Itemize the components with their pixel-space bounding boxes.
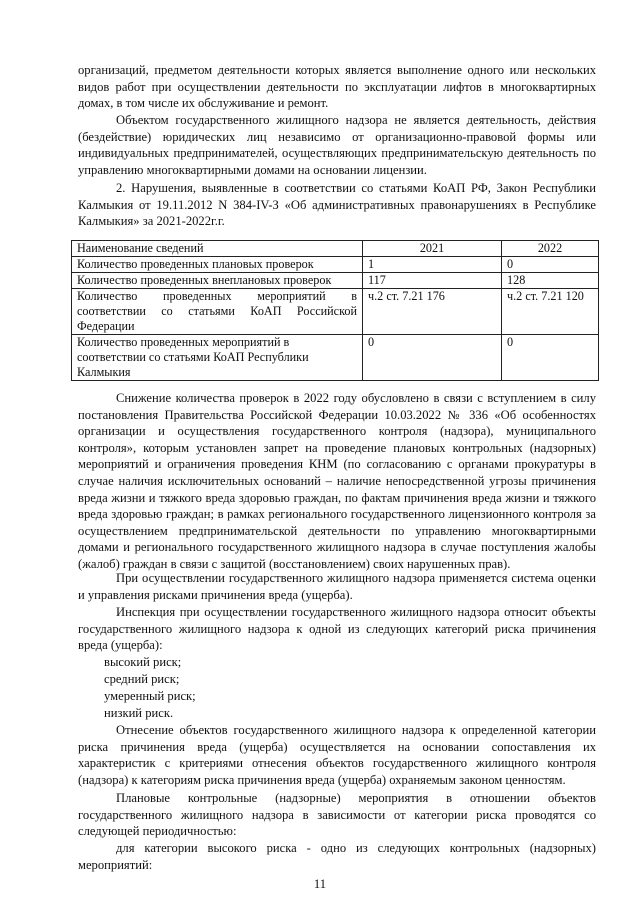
violations-table [71,240,599,381]
table-cell: 0 [502,335,599,381]
table-cell: 128 [502,273,599,289]
table-row [72,335,599,381]
table-cell: ч.2 ст. 7.21 176 [363,289,502,335]
list-item: низкий риск. [104,706,174,720]
paragraph: Инспекция при осуществлении государственного жилищного надзора относит объекты государственного жилищного надзора к одной из следующих категорий риска причинения вреда (ущерба): [78,605,596,653]
table-header-row [72,241,599,257]
paragraph: Объектом государственного жилищного надзора не является деятельность, действия (бездействие) юридических лиц независимо от организационно-правовой формы или индивидуальных предпринимателей, осуществляющих предпринимательскую деятельность по управлению многоквартирными домами на основании лицензии. [78,113,596,177]
table-cell: Количество проведенных мероприятий в соответствии со статьями КоАП Республики Калмыкия [72,335,363,381]
table-row [72,257,599,273]
table-header-cell: Наименование сведений [72,241,363,257]
paragraph: Отнесение объектов государственного жилищного надзора к определенной категории риска причинения вреда (ущерба) осуществляется на основании сопоставления их характеристик с критериями отнесения объектов государственного жилищного контроля (надзора) к категориям риска причинения вреда (ущерба) охраняемым законом ценностям. [78,723,596,787]
list-item: средний риск; [104,672,180,686]
page-number: 11 [313,877,327,891]
table-header-cell: 2022 [502,241,599,257]
table-cell: Количество проведенных плановых проверок [72,257,363,273]
paragraph: Снижение количества проверок в 2022 году обусловлено в связи с вступлением в силу постановления Правительства Российской Федерации 10.03.2022 № 336 «Об особенностях организации и осуществления государственного контроля (надзора), муниципального контроля», которым установлен запрет на проведение плановых контрольных (надзорных) мероприятий и ограничения проведения КНМ (по согласованию с органами прокуратуры в случае наличия исключительных оснований – наличие непосредственной угрозы причинения вреда жизни и тяжкого вреда здоровью граждан, по фактам причинения вреда жизни и тяжкого вреда здоровью граждан; в рамках регионального государственного лицензионного контроля за осуществлением предпринимательской деятельности по управлению многоквартирными домами и регионального государственного жилищного надзора в случае поступления жалобы (жалоб) граждан в связи с защитой (восстановлением) своих нарушенных прав). [78,391,596,571]
paragraph: организаций, предметом деятельности которых является выполнение одного или нескольких видов работ при осуществлении деятельности по эксплуатации лифтов в многоквартирных домах, в том числе их обслуживание и ремонт. [78,63,596,111]
list-item: умеренный риск; [104,689,196,703]
section-heading: 2. Нарушения, выявленные в соответствии со статьями КоАП РФ, Закон Республики Калмыкия от 19.11.2012 N 384-IV-З «Об административных правонарушениях в Республике Калмыкия» за 2021-2022г.г. [78,181,596,229]
table-cell: ч.2 ст. 7.21 120 [502,289,599,335]
table-header-cell: 2021 [363,241,502,257]
list-item: высокий риск; [104,655,182,669]
table-row [72,273,599,289]
table-cell: 0 [363,335,502,381]
paragraph: Плановые контрольные (надзорные) мероприятия в отношении объектов государственного жилищного надзора в зависимости от категории риска проводятся со следующей периодичностью: [78,791,596,839]
table-cell: Количество проведенных мероприятий в соответствии со статьями КоАП Российской Федерации [72,289,363,335]
table-row [72,289,599,335]
table-cell: 0 [502,257,599,273]
paragraph: При осуществлении государственного жилищного надзора применяется система оценки и управления рисками причинения вреда (ущерба). [78,571,596,602]
table-cell: 1 [363,257,502,273]
table-cell: 117 [363,273,502,289]
paragraph: для категории высокого риска - одно из следующих контрольных (надзорных) мероприятий: [78,841,596,872]
table-cell: Количество проведенных внеплановых проверок [72,273,363,289]
